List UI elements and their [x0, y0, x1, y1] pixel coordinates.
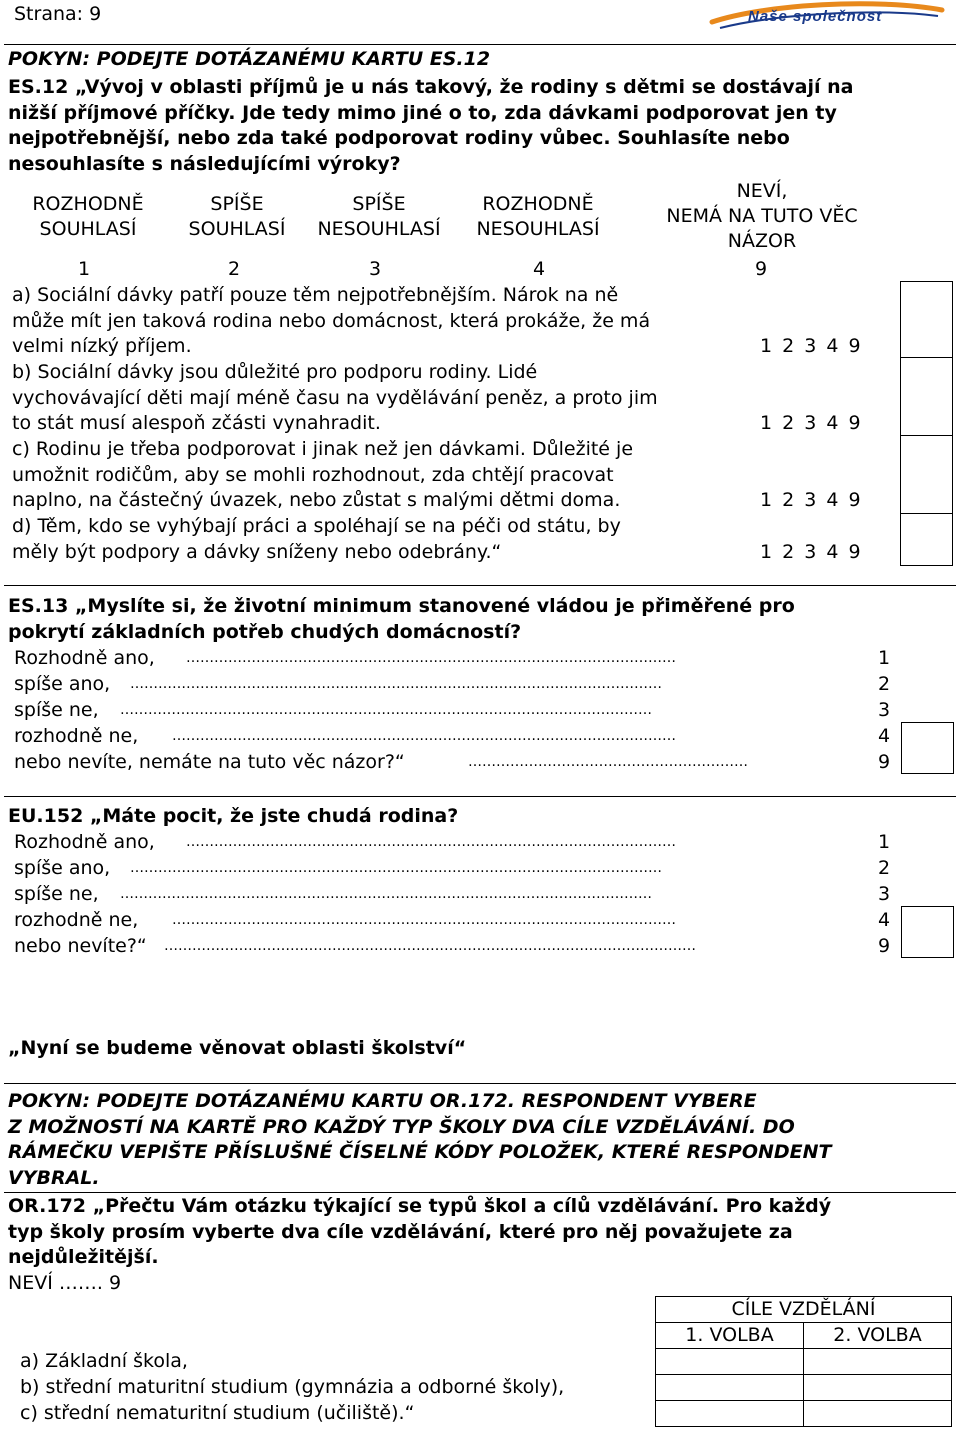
- header-rule: [4, 44, 956, 45]
- box-border: [952, 281, 953, 565]
- statement-line: může mít jen taková rodina nebo domácnost, která prokáže, že má: [12, 309, 651, 332]
- dot-leader: ……………………………………………………………………………………………: [186, 834, 676, 850]
- scale-label: NÁZOR: [727, 230, 797, 252]
- statement-line: a) Sociální dávky patří pouze těm nejpotřebnějším. Nárok na ně: [12, 284, 619, 306]
- es13-question: [8, 594, 795, 645]
- answer-code: 2: [877, 673, 891, 695]
- answer-option: [14, 724, 894, 750]
- answer-label: spíše ne,: [14, 883, 99, 905]
- dot-leader: ……………………………………………………………………………………………………: [130, 676, 662, 692]
- question-line: nejpotřebnější, nebo zda také podporovat rodiny vůbec. Souhlasíte nebo: [8, 127, 790, 150]
- scale-code: 4: [533, 258, 546, 280]
- answer-option: [14, 882, 894, 908]
- answer-label: rozhodně ne,: [14, 725, 139, 747]
- school-type-a: a) Základní škola,: [20, 1350, 188, 1372]
- eu152-question: EU.152 „Máte pocit, že jste chudá rodina?: [8, 805, 459, 827]
- question-line: nesouhlasíte s následujícími výroky?: [8, 152, 401, 175]
- dot-leader: ……………………………………………………: [468, 754, 748, 770]
- statement-line: umožnit rodičům, aby se mohli rozhodnout, zda chtějí pracovat: [12, 463, 614, 486]
- statement-c: [12, 437, 633, 514]
- logo-text: Naše společnost: [748, 8, 883, 25]
- question-line: OR.172 „Přečtu Vám otázku týkající se typů škol a cílů vzdělávání. Pro každý: [8, 1195, 832, 1217]
- scale-code: 9: [755, 258, 768, 280]
- scale-label: SPÍŠE: [352, 193, 406, 215]
- scale-label: NESOUHLASÍ: [476, 218, 600, 240]
- cell-b-volba-2[interactable]: [804, 1375, 951, 1400]
- cell-c-volba-2[interactable]: [804, 1401, 951, 1426]
- instruction-line: Z MOŽNOSTÍ NA KARTĚ PRO KAŽDÝ TYP ŠKOLY DVA CÍLE VZDĚLÁVÁNÍ. DO: [8, 1115, 795, 1138]
- answer-label: rozhodně ne,: [14, 909, 139, 931]
- instruction-line: POKYN: PODEJTE DOTÁZANÉMU KARTU OR.172. RESPONDENT VYBERE: [8, 1090, 757, 1112]
- statement-line: to stát musí alespoň zčásti vynahradit.: [12, 412, 381, 435]
- statement-line: měly být podpory a dávky sníženy nebo odebrány.“: [12, 540, 502, 563]
- answer-code: 4: [877, 909, 891, 931]
- scale-code: 1: [78, 258, 91, 280]
- eu152-answer-box[interactable]: [901, 906, 954, 958]
- section-rule: [4, 585, 956, 586]
- cell-a-volba-1[interactable]: [656, 1349, 803, 1374]
- scale-label: NEVÍ,: [736, 180, 788, 202]
- answer-label: Rozhodně ano,: [14, 647, 155, 669]
- answer-option: [14, 672, 894, 698]
- answer-option: [14, 856, 894, 882]
- column-header-1: 1. VOLBA: [685, 1324, 774, 1346]
- statement-line: vychovávající děti mají méně času na vydělávání peněz, a proto jim: [12, 386, 658, 409]
- answer-code: 4: [877, 725, 891, 747]
- answer-option: [14, 830, 894, 856]
- answer-box-c[interactable]: [901, 436, 952, 513]
- statement-a: [12, 283, 650, 360]
- es12-question: [8, 75, 853, 177]
- scale-code: 2: [228, 258, 241, 280]
- scale-label: SPÍŠE: [210, 193, 264, 215]
- statement-line: naplno, na částečný úvazek, nebo zůstat s malými dětmi doma.: [12, 489, 621, 512]
- statement-line: velmi nízký příjem.: [12, 335, 192, 358]
- answer-label: Rozhodně ano,: [14, 831, 155, 853]
- question-line: typ školy prosím vyberte dva cíle vzdělávání, které pro něj považujete za: [8, 1220, 793, 1243]
- cell-c-volba-1[interactable]: [656, 1401, 803, 1426]
- answer-code: 9: [877, 935, 891, 957]
- section-rule: [4, 1083, 956, 1084]
- answer-option: [14, 908, 894, 934]
- answer-code: 1: [877, 831, 891, 853]
- or172-question: [8, 1194, 831, 1271]
- scale-label: SOUHLASÍ: [39, 218, 137, 240]
- school-type-c: c) střední nematuritní studium (učiliště).“: [20, 1402, 415, 1424]
- statement-line: b) Sociální dávky jsou důležité pro podporu rodiny. Lidé: [12, 361, 538, 383]
- dot-leader: ……………………………………………………………………………………………………: [130, 860, 662, 876]
- statement-b-codes: 1 2 3 4 9: [760, 412, 861, 434]
- table-header: CÍLE VZDĚLÁNÍ: [731, 1298, 876, 1320]
- section-rule: [4, 796, 956, 797]
- scale-option-2: [172, 192, 302, 242]
- answer-label: nebo nevíte, nemáte na tuto věc názor?“: [14, 751, 405, 773]
- question-line: ES.12 „Vývoj v oblasti příjmů je u nás takový, že rodiny s dětmi se dostávají na: [8, 76, 854, 98]
- answer-label: nebo nevíte?“: [14, 935, 147, 957]
- question-line: ES.13 „Myslíte si, že životní minimum stanovené vládou je přiměřené pro: [8, 595, 795, 617]
- school-type-b: b) střední maturitní studium (gymnázia a odborné školy),: [20, 1376, 565, 1398]
- cell-a-volba-2[interactable]: [804, 1349, 951, 1374]
- statement-b: [12, 360, 658, 437]
- box-border: [900, 565, 953, 566]
- es12-instruction: POKYN: PODEJTE DOTÁZANÉMU KARTU ES.12: [8, 48, 491, 70]
- question-line: nejdůležitější.: [8, 1246, 159, 1269]
- es13-answer-box[interactable]: [901, 722, 954, 774]
- scale-option-4: [462, 192, 614, 242]
- answer-label: spíše ne,: [14, 699, 99, 721]
- scale-label: NEMÁ NA TUTO VĚC: [666, 205, 858, 227]
- answer-label: spíše ano,: [14, 857, 111, 879]
- nevi-code: NEVÍ ……. 9: [8, 1272, 122, 1294]
- page-number: Strana: 9: [14, 3, 102, 25]
- answer-option: [14, 698, 894, 724]
- instruction-line: RÁMEČKU VEPIŠTE PŘÍSLUŠNÉ ČÍSELNÉ KÓDY POLOŽEK, KTERÉ RESPONDENT: [8, 1141, 832, 1164]
- scale-code: 3: [369, 258, 382, 280]
- or172-instruction: [8, 1089, 832, 1191]
- question-line: nižší příjmové příčky. Jde tedy mimo jiné o to, zda dávkami podporovat jen ty: [8, 101, 837, 124]
- cell-b-volba-1[interactable]: [656, 1375, 803, 1400]
- scale-label: SOUHLASÍ: [188, 218, 286, 240]
- answer-code: 3: [877, 699, 891, 721]
- dot-leader: ……………………………………………………………………………………………………: [164, 938, 696, 954]
- dot-leader: ………………………………………………………………………………………………: [172, 728, 676, 744]
- answer-box-b[interactable]: [901, 358, 952, 435]
- statement-a-codes: 1 2 3 4 9: [760, 335, 861, 357]
- statement-d-codes: 1 2 3 4 9: [760, 541, 861, 563]
- scale-label: ROZHODNĚ: [482, 193, 594, 215]
- scale-label: ROZHODNĚ: [32, 193, 144, 215]
- section-title: „Nyní se budeme věnovat oblasti školství“: [8, 1037, 467, 1059]
- logo: [706, 0, 946, 34]
- statement-line: c) Rodinu je třeba podporovat i jinak než jen dávkami. Důležité je: [12, 438, 634, 460]
- dot-leader: ……………………………………………………………………………………………………: [120, 702, 652, 718]
- table-border: [951, 1296, 952, 1427]
- scale-option-1: [18, 192, 158, 242]
- answer-code: 1: [877, 647, 891, 669]
- scale-option-9: [646, 179, 878, 254]
- section-rule: [4, 1192, 956, 1193]
- answer-code: 2: [877, 857, 891, 879]
- dot-leader: ………………………………………………………………………………………………: [172, 912, 676, 928]
- statement-c-codes: 1 2 3 4 9: [760, 489, 861, 511]
- dot-leader: ……………………………………………………………………………………………………: [120, 886, 652, 902]
- answer-code: 3: [877, 883, 891, 905]
- answer-box-d[interactable]: [901, 514, 952, 565]
- answer-option: [14, 750, 894, 776]
- answer-label: spíše ano,: [14, 673, 111, 695]
- scale-label: NESOUHLASÍ: [317, 218, 441, 240]
- answer-option: [14, 934, 894, 960]
- statement-line: d) Těm, kdo se vyhýbají práci a spoléhají se na péči od státu, by: [12, 515, 621, 537]
- answer-code: 9: [877, 751, 891, 773]
- question-line: pokrytí základních potřeb chudých domácností?: [8, 620, 522, 643]
- answer-box-a[interactable]: [901, 282, 952, 357]
- statement-d: [12, 514, 621, 565]
- scale-option-3: [304, 192, 454, 242]
- column-header-2: 2. VOLBA: [833, 1324, 922, 1346]
- answer-option: [14, 646, 894, 672]
- dot-leader: ……………………………………………………………………………………………: [186, 650, 676, 666]
- instruction-line: VYBRAL.: [8, 1166, 100, 1189]
